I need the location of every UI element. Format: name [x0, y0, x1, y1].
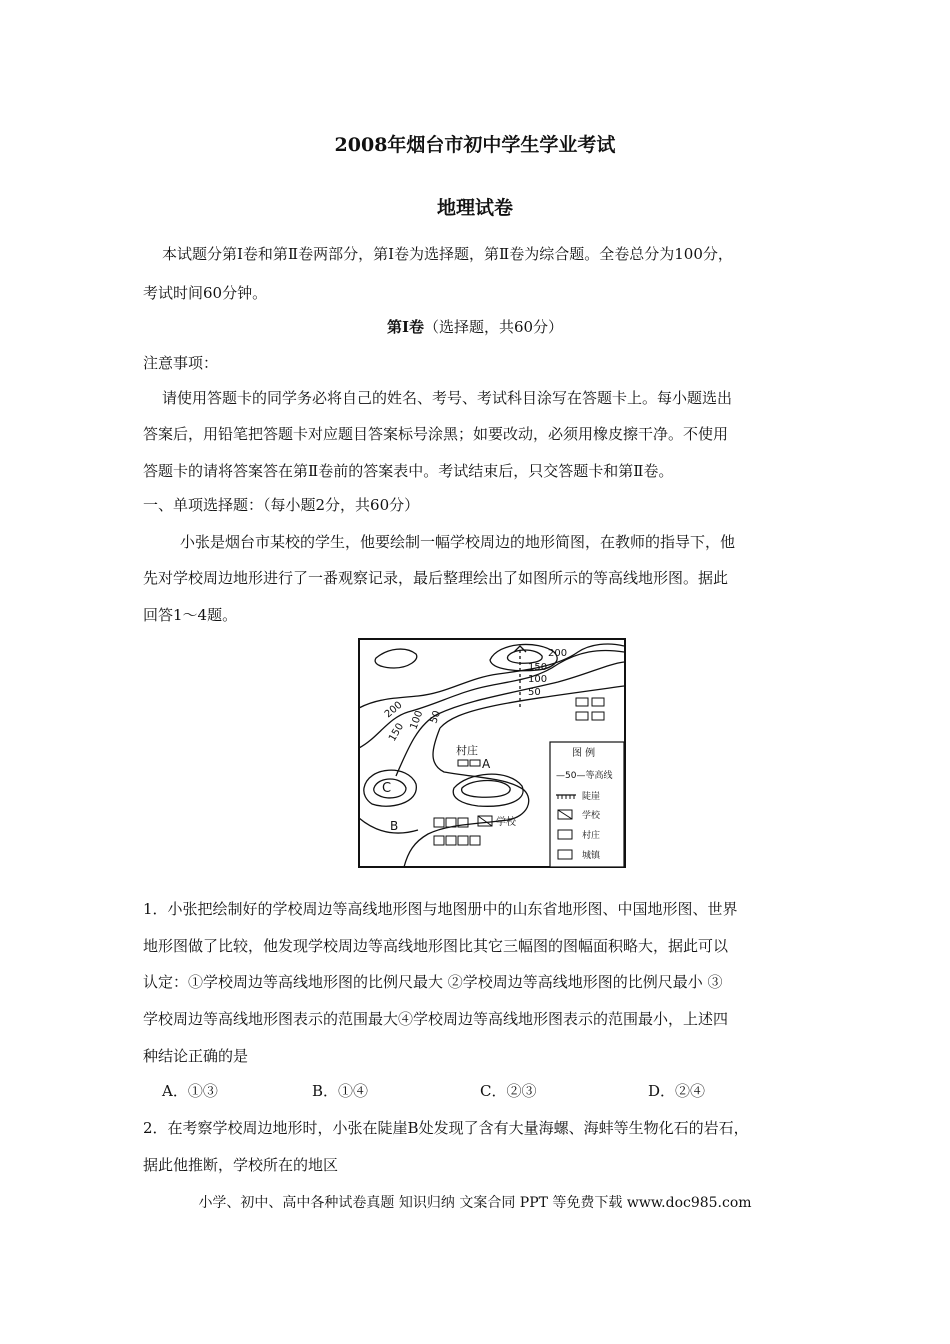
q1-line-2: 地形图做了比较，他发现学校周边等高线地形图比其它三幅图的图幅面积略大，据此可以: [143, 937, 729, 955]
q1-line-3: 认定：①学校周边等高线地形图的比例尺最大 ②学校周边等高线地形图的比例尺最小 ③: [143, 973, 723, 991]
exam-subtitle: 地理试卷: [436, 197, 513, 219]
footer-text: 小学、初中、高中各种试卷真题 知识归纳 文案合同 PPT 等免费下载 www.doc985.com: [198, 1195, 752, 1211]
intro-line-2: 考试时间60分钟。: [143, 284, 268, 302]
q1-line-5: 种结论正确的是: [143, 1047, 249, 1065]
part1-heading: [0, 316, 950, 337]
notice-line-1: 请使用答题卡的同学务必将自己的姓名、考号、考试科目涂写在答题卡上。每小题选出: [162, 389, 733, 407]
q1-option-d: D．②④: [648, 1082, 706, 1100]
notice-line-3: 答题卡的请将答案答在第Ⅱ卷前的答案表中。考试结束后，只交答题卡和第Ⅱ卷。: [143, 462, 674, 480]
q1-option-b: B．①④: [312, 1082, 369, 1100]
passage-line-1: 小张是烟台市某校的学生，他要绘制一幅学校周边的地形简图，在教师的指导下，他: [180, 533, 736, 551]
school-label: 学校: [496, 817, 516, 828]
notice-label: 注意事项：: [143, 354, 219, 372]
contour-label: 100: [528, 674, 548, 685]
notice-line-2: 答案后，用铅笔把答题卡对应题目答案标号涂黑；如要改动，必须用橡皮擦干净。不使用: [143, 425, 729, 443]
legend-item-village: 村庄: [582, 831, 601, 841]
contour-label: 200: [548, 648, 568, 659]
contour-label: 150: [387, 721, 407, 744]
point-a-label: A: [482, 757, 491, 771]
contour-label: 200: [382, 699, 405, 721]
legend-item-cliff: 陡崖: [582, 792, 601, 802]
part1-heading-rest: （选择题，共60分）: [423, 318, 564, 336]
point-c-label: C: [382, 781, 392, 796]
contour-label: 150: [528, 662, 548, 673]
village-label: 村庄: [456, 744, 478, 757]
q1-option-a: A．①③: [162, 1082, 218, 1100]
q1-line-1: 1．小张把绘制好的学校周边等高线地形图与地图册中的山东省地形图、中国地形图、世界: [143, 900, 738, 918]
legend-title: 图 例: [572, 748, 596, 759]
intro-line-1: 本试题分第Ⅰ卷和第Ⅱ卷两部分，第Ⅰ卷为选择题，第Ⅱ卷为综合题。全卷总分为100分，: [162, 245, 733, 263]
contour-label: 50: [528, 687, 541, 698]
legend-item-school: 学校: [582, 811, 601, 821]
passage-line-3: 回答1～4题。: [143, 606, 238, 624]
q2-line-2: 据此他推断，学校所在的地区: [143, 1156, 339, 1174]
passage-line-2: 先对学校周边地形进行了一番观察记录，最后整理绘出了如图所示的等高线地形图。据此: [143, 569, 729, 587]
q1-line-4: 学校周边等高线地形图表示的范围最大④学校周边等高线地形图表示的范围最小，上述四: [143, 1010, 729, 1028]
contour-label: 100: [408, 709, 426, 732]
contour-map: [358, 638, 626, 868]
q1-option-c: C．②③: [480, 1082, 537, 1100]
legend-box: [550, 742, 624, 867]
legend-item-contour: —50—等高线: [556, 771, 613, 781]
part1-heading-bold: 第Ⅰ卷: [386, 318, 424, 336]
section1-heading: 一、单项选择题：（每小题2分，共60分）: [143, 496, 420, 514]
contour-map-svg: [358, 638, 626, 868]
exam-title: 2008年烟台市初中学生学业考试: [334, 134, 616, 156]
q2-line-1: 2．在考察学校周边地形时，小张在陡崖B处发现了含有大量海螺、海蚌等生物化石的岩石，: [143, 1119, 749, 1137]
point-b-label: B: [390, 819, 399, 833]
legend-item-town: 城镇: [582, 851, 601, 861]
contour-label: 50: [428, 709, 444, 726]
